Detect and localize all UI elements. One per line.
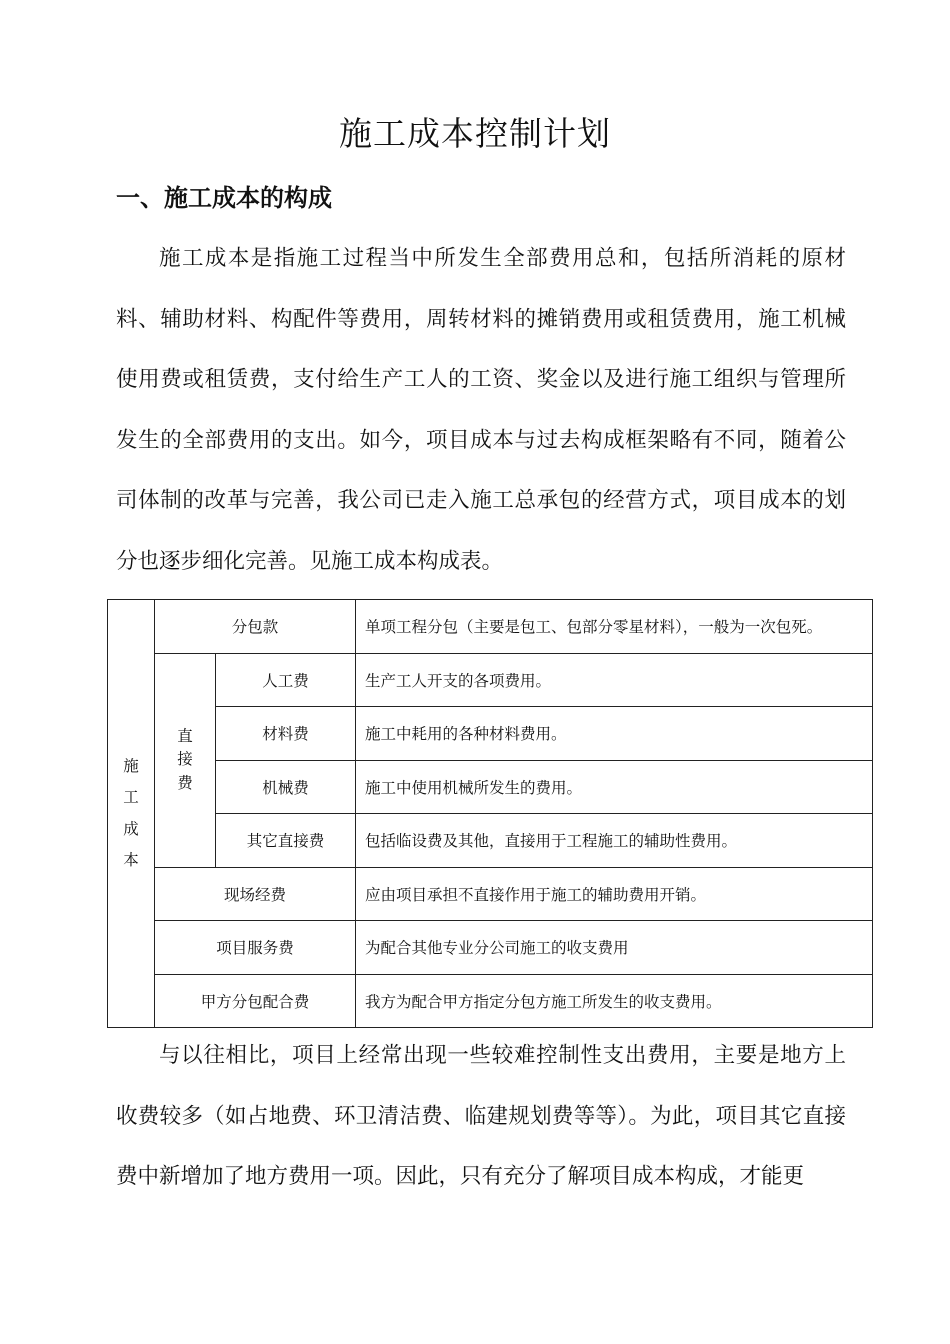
root-char: 施 bbox=[123, 756, 139, 775]
root-char: 工 bbox=[123, 788, 139, 806]
item-name: 分包款 bbox=[155, 600, 356, 654]
table-row bbox=[108, 707, 873, 761]
table-row bbox=[108, 867, 873, 921]
direct-char: 直 bbox=[177, 726, 193, 745]
item-name: 其它直接费 bbox=[216, 814, 356, 868]
table-row bbox=[108, 760, 873, 814]
section-heading: 一、施工成本的构成 bbox=[116, 184, 332, 212]
direct-cost-label-cell bbox=[155, 653, 216, 867]
item-desc: 包括临设费及其他，直接用于工程施工的辅助性费用。 bbox=[356, 814, 873, 868]
item-name: 人工费 bbox=[216, 653, 356, 707]
item-desc: 为配合其他专业分公司施工的收支费用 bbox=[356, 921, 873, 975]
item-name: 机械费 bbox=[216, 760, 356, 814]
paragraph-after-table: 与以往相比，项目上经常出现一些较难控制性支出费用，主要是地方上收费较多（如占地费、环卫清洁费、临建规划费等等）。为此，项目其它直接费中新增加了地方费用一项。因此，只有充分了解项目成本构成，才能更 bbox=[116, 1043, 846, 1189]
direct-char: 接 bbox=[177, 750, 193, 769]
item-desc: 应由项目承担不直接作用于施工的辅助费用开销。 bbox=[356, 867, 873, 921]
direct-char: 费 bbox=[177, 773, 193, 792]
item-name: 材料费 bbox=[216, 707, 356, 761]
cost-structure-table bbox=[107, 599, 873, 1028]
item-desc: 单项工程分包（主要是包工、包部分零星材料），一般为一次包死。 bbox=[356, 600, 873, 654]
table-row bbox=[108, 814, 873, 868]
table-row bbox=[108, 653, 873, 707]
document-title: 施工成本控制计划 bbox=[339, 114, 611, 153]
root-label-cell bbox=[108, 600, 155, 1028]
item-desc: 生产工人开支的各项费用。 bbox=[356, 653, 873, 707]
table-row bbox=[108, 600, 873, 654]
item-name: 甲方分包配合费 bbox=[155, 974, 356, 1028]
root-char: 本 bbox=[123, 851, 139, 869]
table-row bbox=[108, 974, 873, 1028]
item-name: 现场经费 bbox=[155, 867, 356, 921]
root-char: 成 bbox=[123, 819, 139, 838]
item-desc: 我方为配合甲方指定分包方施工所发生的收支费用。 bbox=[356, 974, 873, 1028]
paragraph-intro: 施工成本是指施工过程当中所发生全部费用总和，包括所消耗的原材料、辅助材料、构配件等费用，周转材料的摊销费用或租赁费用，施工机械使用费或租赁费，支付给生产工人的工资、奖金以及进行施工组织与管理所发生的全部费用的支出。如今，项目成本与过去构成框架略有不同，随着公司体制的改革与完善，我公司已走入施工总承包的经营方式，项目成本的划分也逐步细化完善。见施工成本构成表。 bbox=[116, 246, 846, 574]
item-desc: 施工中耗用的各种材料费用。 bbox=[356, 707, 873, 761]
table-row bbox=[108, 921, 873, 975]
item-name: 项目服务费 bbox=[155, 921, 356, 975]
item-desc: 施工中使用机械所发生的费用。 bbox=[356, 760, 873, 814]
